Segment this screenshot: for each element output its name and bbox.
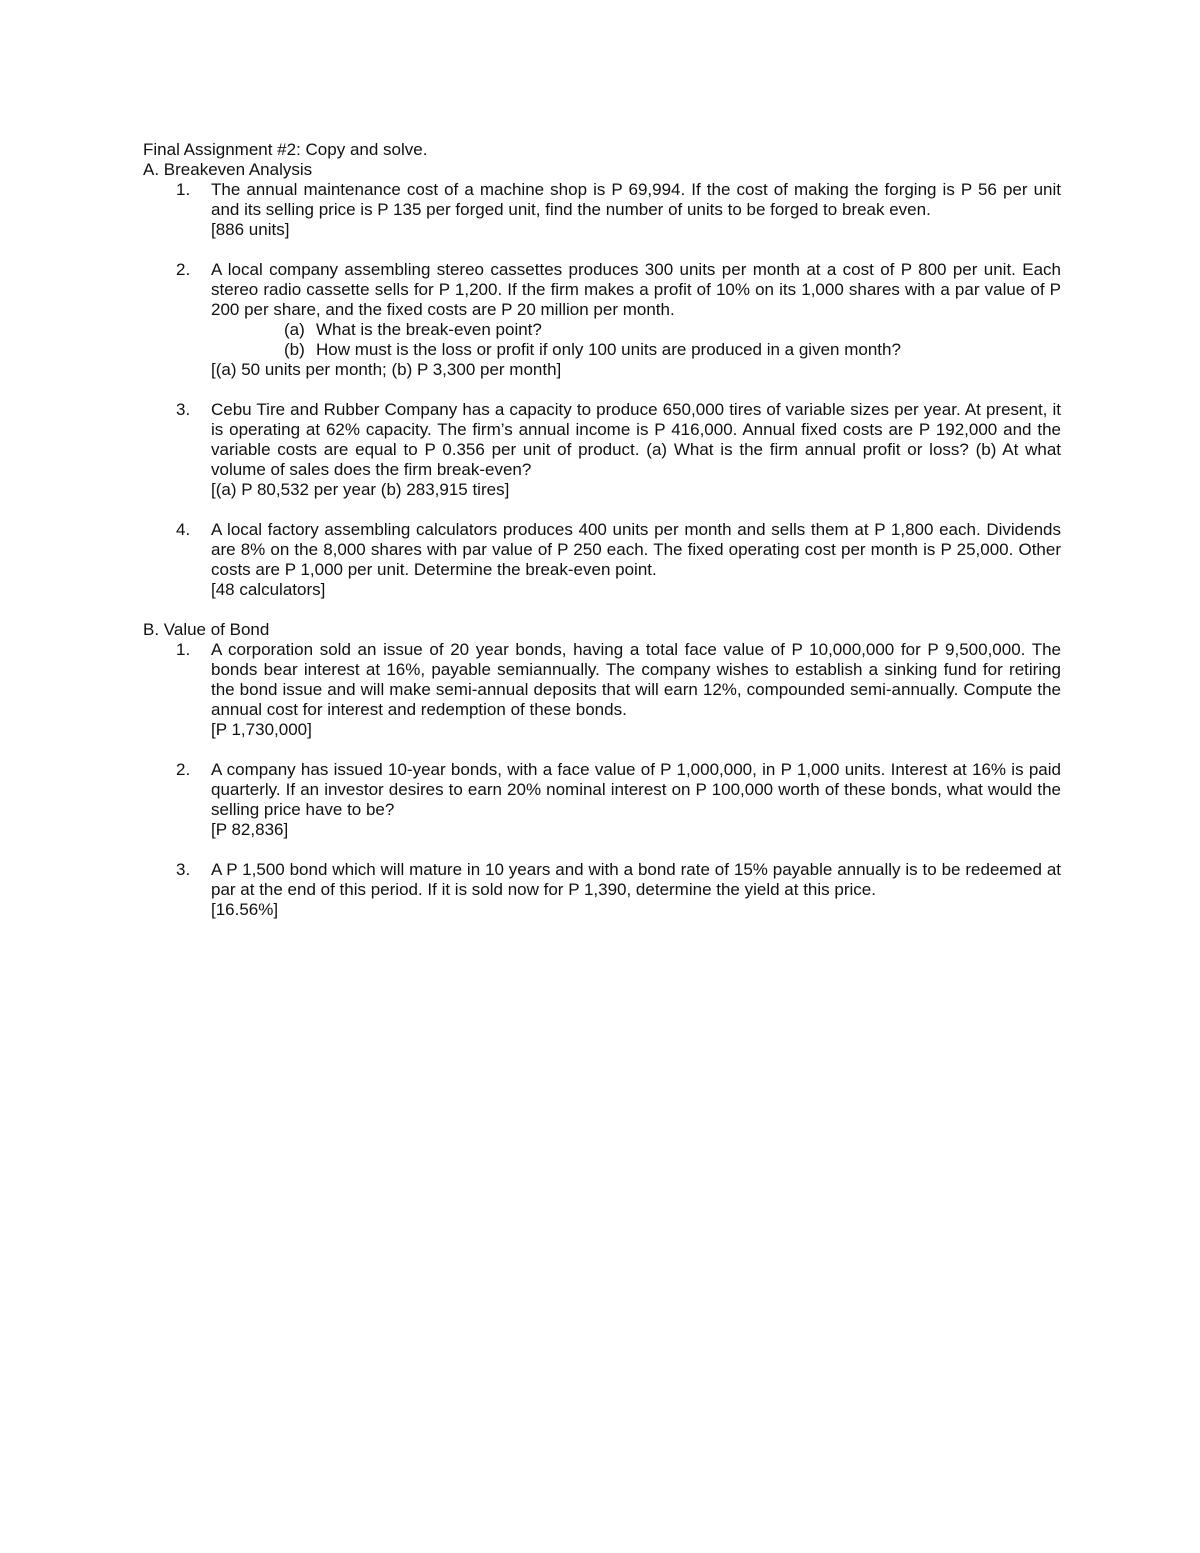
- problem-a1: [143, 180, 1061, 240]
- problem-number: 3.: [176, 860, 191, 879]
- problem-b1: [143, 640, 1061, 740]
- problem-b3: [143, 860, 1061, 920]
- problem-answer: [(a) P 80,532 per year (b) 283,915 tires]: [211, 480, 510, 499]
- section-heading: B. Value of Bond: [143, 620, 270, 639]
- problem-answer: [48 calculators]: [211, 580, 326, 599]
- section-value-of-bond: [143, 620, 1061, 920]
- sub-question-label: (b): [284, 340, 305, 359]
- problem-number: 4.: [176, 520, 191, 539]
- sub-question: [211, 320, 1061, 340]
- problem-text: Cebu Tire and Rubber Company has a capacity to produce 650,000 tires of variable sizes per year. At present, it is operating at 62% capacity. The firm’s annual income is P 416,000. Annual fixed costs are P 192,000 and the variable costs are equal to P 0.356 per unit of product. (a) What is the firm annual profit or loss? (b) At what volume of sales does the firm break-even?: [211, 400, 1061, 479]
- problem-number: 2.: [176, 260, 191, 279]
- problem-text: A P 1,500 bond which will mature in 10 years and with a bond rate of 15% payable annually is to be redeemed at par at the end of this period. If it is sold now for P 1,390, determine the yield at this price.: [211, 860, 1061, 899]
- problem-answer: [P 1,730,000]: [211, 720, 312, 739]
- problem-number: 1.: [176, 640, 191, 659]
- problem-text: A corporation sold an issue of 20 year bonds, having a total face value of P 10,000,000 for P 9,500,000. The bonds bear interest at 16%, payable semiannually. The company wishes to establish a sinking fund for retiring the bond issue and will make semi-annual deposits that will earn 12%, compounded semi-annually. Compute the annual cost for interest and redemption of these bonds.: [211, 640, 1061, 719]
- section-breakeven-analysis: [143, 160, 1061, 600]
- problem-text: A local company assembling stereo cassettes produces 300 units per month at a cost of P 800 per unit. Each stereo radio cassette sells for P 1,200. If the firm makes a profit of 10% on its 1,000 shares with a par value of P 200 per share, and the fixed costs are P 20 million per month.: [211, 260, 1061, 319]
- section-heading: A. Breakeven Analysis: [143, 160, 313, 179]
- problem-number: 3.: [176, 400, 191, 419]
- document-title: Final Assignment #2: Copy and solve.: [143, 140, 428, 159]
- problem-a4: [143, 520, 1061, 600]
- sub-question-text: What is the break-even point?: [316, 320, 542, 339]
- sub-question-list: [211, 320, 1061, 360]
- problem-b2: [143, 760, 1061, 840]
- problem-a2: [143, 260, 1061, 380]
- problem-answer: [P 82,836]: [211, 820, 289, 839]
- problem-text: A company has issued 10-year bonds, with a face value of P 1,000,000, in P 1,000 units. Interest at 16% is paid quarterly. If an investor desires to earn 20% nominal interest on P 100,000 worth of these bonds, what would the selling price have to be?: [211, 760, 1061, 819]
- problem-text: The annual maintenance cost of a machine shop is P 69,994. If the cost of making the forging is P 56 per unit and its selling price is P 135 per forged unit, find the number of units to be forged to break even.: [211, 180, 1061, 219]
- problem-answer: [886 units]: [211, 220, 290, 239]
- sub-question: [211, 340, 1061, 360]
- sub-question-text: How must is the loss or profit if only 100 units are produced in a given month?: [316, 340, 901, 359]
- problem-answer: [(a) 50 units per month; (b) P 3,300 per month]: [211, 360, 562, 379]
- problem-number: 2.: [176, 760, 191, 779]
- sub-question-label: (a): [284, 320, 305, 339]
- problem-answer: [16.56%]: [211, 900, 279, 919]
- problem-text: A local factory assembling calculators produces 400 units per month and sells them at P 1,800 each. Dividends are 8% on the 8,000 shares with par value of P 250 each. The fixed operating cost per month is P 25,000. Other costs are P 1,000 per unit. Determine the break-even point.: [211, 520, 1061, 579]
- document-page: [143, 140, 1061, 920]
- problem-number: 1.: [176, 180, 191, 199]
- problem-a3: [143, 400, 1061, 500]
